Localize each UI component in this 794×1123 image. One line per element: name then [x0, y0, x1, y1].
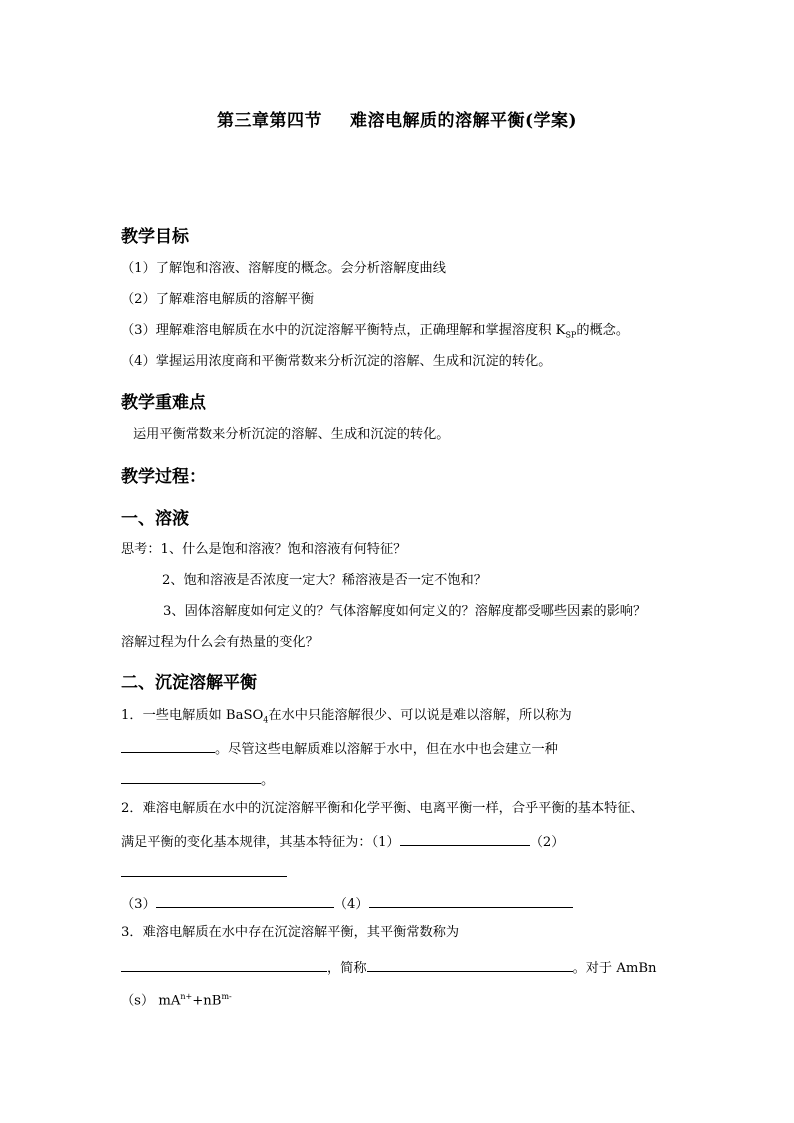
item2-line2: 满足平衡的变化基本规律，其基本特征为：（1） （2） — [121, 831, 565, 852]
page-title — [0, 106, 794, 131]
title-topic: 难溶电解质的溶解平衡(学案) — [349, 111, 578, 131]
item1-line3: 。 — [121, 769, 274, 790]
think-3: 3、固体溶解度如何定义的？气体溶解度如何定义的？溶解度都受哪些因素的影响？ — [163, 604, 647, 619]
item3-line2: ，简称 。对于 AmBn — [121, 957, 657, 978]
think-4: 溶解过程为什么会有热量的变化？ — [121, 635, 319, 650]
blank-1[interactable] — [121, 738, 215, 753]
item1-line2: 。尽管这些电解质难以溶解于水中，但在水中也会建立一种 — [121, 738, 558, 759]
goal-1: （1）了解饱和溶液、溶解度的概念。会分析溶解度曲线 — [121, 261, 446, 276]
blank-6[interactable] — [369, 893, 573, 908]
part2-heading: 二、沉淀溶解平衡 — [121, 673, 257, 693]
blank-8[interactable] — [367, 957, 573, 972]
difficulty-heading: 教学重难点 — [121, 393, 206, 413]
think-1: 思考：1、什么是饱和溶液？饱和溶液有何特征？ — [121, 542, 407, 557]
blank-5[interactable] — [156, 893, 334, 908]
blank-3[interactable] — [400, 831, 530, 846]
item2-line3 — [121, 862, 287, 883]
goal-4: （4）掌握运用浓度商和平衡常数来分析沉淀的溶解、生成和沉淀的转化。 — [121, 354, 552, 369]
blank-7[interactable] — [121, 957, 327, 972]
blank-4[interactable] — [121, 862, 287, 877]
goals-heading: 教学目标 — [121, 227, 189, 247]
blank-2[interactable] — [121, 769, 261, 784]
difficulty-text: 运用平衡常数来分析沉淀的溶解、生成和沉淀的转化。 — [133, 427, 450, 442]
item3-line3: （s） $mA^{n+}+nB^{m-}$ — [121, 992, 232, 1009]
process-heading: 教学过程： — [121, 467, 206, 487]
goal-2: （2）了解难溶电解质的溶解平衡 — [121, 292, 315, 307]
goal-3: （3）理解难溶电解质在水中的沉淀溶解平衡特点，正确理解和掌握溶度积 $K_{SP}$的概念。 — [121, 323, 630, 340]
item1-line1: 1．一些电解质如 BaSO$_4$在水中只能溶解很少、可以说是难以溶解，所以称为 — [121, 708, 572, 725]
item2-line4: （3） （4） — [121, 893, 573, 914]
title-chapter: 第三章第四节 — [216, 111, 322, 131]
item2-line1: 2．难溶电解质在水中的沉淀溶解平衡和化学平衡、电离平衡一样，合乎平衡的基本特征、 — [121, 801, 644, 816]
think-2: 2、饱和溶液是否浓度一定大？稀溶液是否一定不饱和？ — [162, 573, 487, 588]
item3-line1: 3．难溶电解质在水中存在沉淀溶解平衡，其平衡常数称为 — [121, 925, 460, 940]
part1-heading: 一、溶液 — [121, 509, 189, 529]
